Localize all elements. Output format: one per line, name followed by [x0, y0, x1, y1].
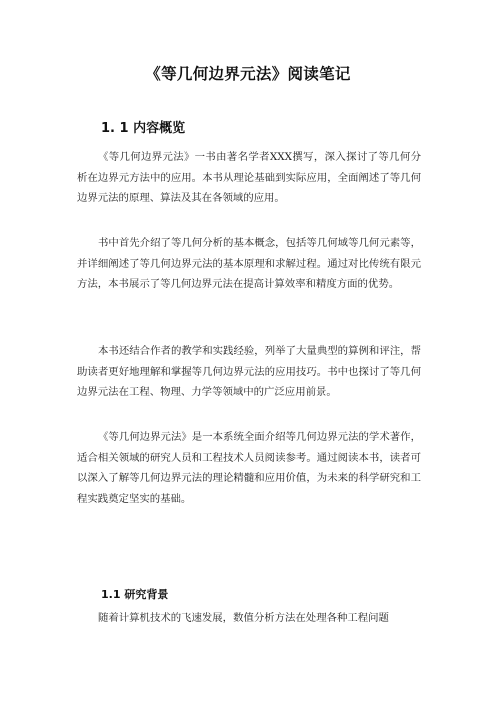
document-title: 《等几何边界元法》阅读笔记: [145, 65, 351, 83]
section-heading: 1. 1 内容概览: [101, 121, 186, 136]
paragraph: 书中首先介绍了等几何分析的基本概念，包括等几何域等几何元素等，并详细阐述了等几何边界元法的基本原理和求解过程。通过对比传统有限元方法，本书展示了等几何边界元法在提高计算效率和精度方面的优势。: [77, 237, 421, 291]
paragraph: 《等几何边界元法》是一本系统全面介绍等几何边界元法的学术著作，适合相关领域的研究人员和工程技术人员阅读参考。通过阅读本书，读者可以深入了解等几何边界元法的理论精髓和应用价值，为未来的科学研究和工程实践奠定坚实的基础。: [77, 431, 421, 505]
paragraph: 《等几何边界元法》一书由著名学者XXX撰写，深入探讨了等几何分析在边界元方法中的应用。本书从理论基础到实际应用，全面阐述了等几何边界元法的原理、算法及其在各领域的应用。: [77, 151, 421, 205]
paragraph: 本书还结合作者的教学和实践经验，列举了大量典型的算例和评注，帮助读者更好地理解和掌握等几何边界元法的应用技巧。书中也探讨了等几何边界元法在工程、物理、力学等领域中的广泛应用前景。: [77, 345, 421, 399]
paragraph: 随着计算机技术的飞速发展，数值分析方法在处理各种工程问题: [98, 612, 389, 624]
subsection-heading: 1.1 研究背景: [101, 588, 169, 601]
